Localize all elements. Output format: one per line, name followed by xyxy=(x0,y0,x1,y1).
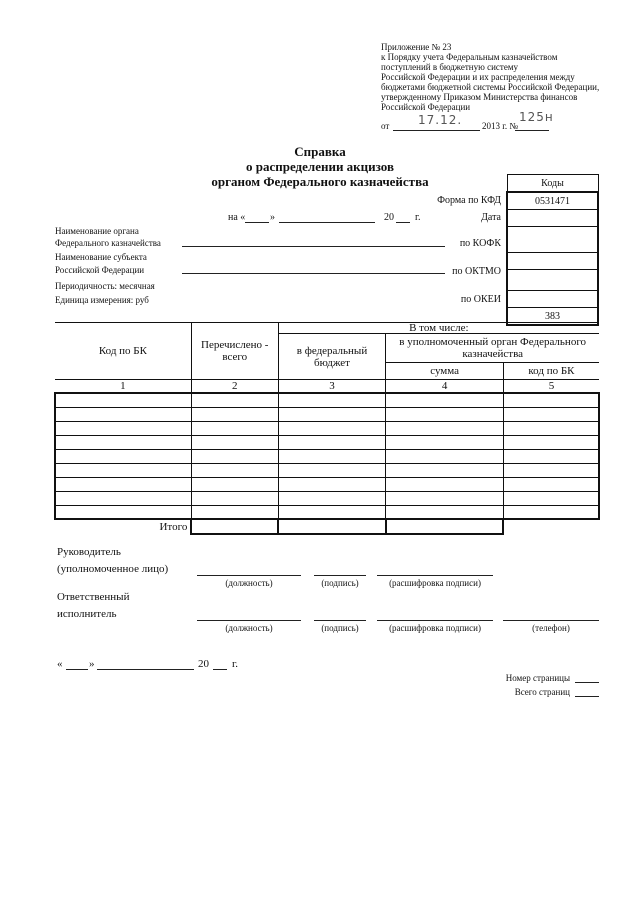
table-cell xyxy=(503,505,599,519)
footer-month-line xyxy=(97,669,194,670)
col-num: 3 xyxy=(278,380,386,394)
executor-position-line xyxy=(197,620,301,621)
table-cell xyxy=(278,421,386,435)
table-row xyxy=(55,449,599,463)
annex-date-handwritten: 17.12. xyxy=(418,113,463,127)
annex-date-line xyxy=(393,130,480,131)
table-cell xyxy=(55,435,191,449)
col-num: 1 xyxy=(55,380,191,394)
title-line-2: о распределении акцизов xyxy=(245,159,394,174)
okei-label: по ОКЕИ xyxy=(460,294,501,305)
table-cell xyxy=(55,505,191,519)
table-cell xyxy=(386,477,504,491)
table-row xyxy=(55,491,599,505)
executor-phone-line xyxy=(503,620,599,621)
date-label: Дата xyxy=(481,212,501,223)
table-cell xyxy=(503,407,599,421)
footer-date-close: » xyxy=(89,658,95,670)
col-num: 2 xyxy=(191,380,278,394)
main-table xyxy=(54,322,600,535)
col-num: 4 xyxy=(386,380,504,394)
table-cell xyxy=(191,435,278,449)
document-title xyxy=(190,144,450,189)
table-row xyxy=(55,505,599,519)
table-cell xyxy=(278,449,386,463)
footer-date-open: « xyxy=(57,658,63,670)
okei-code-cell: 383 xyxy=(507,308,598,326)
table-row xyxy=(55,463,599,477)
subject-name-line xyxy=(182,273,445,274)
org-label-1: Наименование органа xyxy=(55,226,139,236)
codes-header: Коды xyxy=(507,175,598,193)
head-position-line xyxy=(197,575,301,576)
unit-label: Единица измерения: руб xyxy=(55,295,149,305)
org-name-line xyxy=(182,246,445,247)
executor-label-2: исполнитель xyxy=(57,608,117,620)
table-cell xyxy=(191,463,278,477)
oktmo-code-cell xyxy=(507,270,598,291)
table-cell xyxy=(55,491,191,505)
annex-block xyxy=(381,42,621,112)
annex-number-line xyxy=(515,130,549,131)
table-cell xyxy=(503,421,599,435)
total-row xyxy=(55,519,599,534)
form-code-cell: 0531471 xyxy=(507,192,598,210)
annex-from-label: от xyxy=(381,121,390,131)
empty-code-cell xyxy=(507,253,598,270)
head-decoding-caption: (расшифровка подписи) xyxy=(389,578,481,588)
subject-label-1: Наименование субъекта xyxy=(55,252,147,262)
col-header-federal-1: в федеральный xyxy=(296,344,368,357)
table-cell xyxy=(386,449,504,463)
table-cell xyxy=(191,393,278,407)
annex-line: поступлений в бюджетную систему xyxy=(381,62,519,72)
table-cell xyxy=(278,407,386,421)
table-cell xyxy=(386,463,504,477)
head-label-2: (уполномоченное лицо) xyxy=(57,563,169,575)
col-header-transferred-1: Перечислено - xyxy=(201,339,269,351)
oktmo-label: по ОКТМО xyxy=(452,266,501,277)
table-row xyxy=(55,435,599,449)
total-cell xyxy=(386,519,504,534)
kofk-label: по КОФК xyxy=(459,238,501,249)
col-header-incl: В том числе: xyxy=(278,323,599,334)
col-header-sum: сумма xyxy=(386,363,504,380)
table-cell xyxy=(386,421,504,435)
executor-position-caption: (должность) xyxy=(225,623,273,633)
total-pages-label: Всего страниц xyxy=(514,687,570,697)
executor-phone-caption: (телефон) xyxy=(532,623,570,633)
periodicity-label: Периодичность: месячная xyxy=(55,281,155,291)
table-cell xyxy=(278,491,386,505)
head-decoding-line xyxy=(377,575,493,576)
table-cell xyxy=(386,407,504,421)
col-header-code-bk-2: код по БК xyxy=(503,363,599,380)
report-year-suffix: г. xyxy=(415,212,421,223)
annex-line: Российской Федерации и их распределения между xyxy=(381,72,575,82)
table-row xyxy=(55,407,599,421)
footer-year-line xyxy=(213,669,227,670)
table-cell xyxy=(386,393,504,407)
table-cell xyxy=(278,505,386,519)
page-number-label: Номер страницы xyxy=(505,673,570,683)
kofk-code-cell xyxy=(507,227,598,253)
col-header-code-bk: Код по БК xyxy=(55,323,191,380)
col-header-transferred xyxy=(191,323,278,380)
executor-label-1: Ответственный xyxy=(57,591,130,603)
form-label: Форма по КФД xyxy=(437,195,501,206)
table-cell xyxy=(278,393,386,407)
table-cell xyxy=(191,491,278,505)
annex-line: бюджетами бюджетной системы Российской Федерации, xyxy=(381,82,600,92)
title-line-3: органом Федерального казначейства xyxy=(211,174,429,189)
table-cell xyxy=(386,435,504,449)
org-label-2: Федерального казначейства xyxy=(55,238,161,248)
report-date-close: » xyxy=(270,212,275,223)
annex-line: Российской Федерации xyxy=(381,102,471,112)
page-number-line xyxy=(575,682,599,683)
total-label: Итого xyxy=(159,521,188,533)
table-row xyxy=(55,477,599,491)
col-header-federal xyxy=(278,334,386,380)
table-cell xyxy=(503,449,599,463)
report-day-line xyxy=(245,222,269,223)
table-cell xyxy=(503,463,599,477)
col-header-authorized xyxy=(386,334,599,363)
footer-year: 20 xyxy=(198,658,209,670)
annex-year-text: 2013 г. № xyxy=(482,121,519,131)
table-cell xyxy=(191,407,278,421)
table-row xyxy=(55,421,599,435)
head-signature-line xyxy=(314,575,366,576)
report-year-line xyxy=(396,222,410,223)
footer-day-line xyxy=(66,669,88,670)
table-cell xyxy=(386,505,504,519)
col-header-federal-2: бюджет xyxy=(313,356,350,369)
table-cell xyxy=(278,477,386,491)
head-label-1: Руководитель xyxy=(57,546,121,558)
executor-signature-line xyxy=(314,620,366,621)
table-cell xyxy=(55,449,191,463)
head-signature-caption: (подпись) xyxy=(321,578,359,588)
table-cell xyxy=(386,491,504,505)
annex-number-handwritten: 125н xyxy=(519,110,554,124)
total-pages-line xyxy=(575,696,599,697)
codes-table xyxy=(506,174,599,326)
report-date-open: на « xyxy=(228,212,246,223)
table-cell xyxy=(55,393,191,407)
date-code-cell xyxy=(507,210,598,227)
annex-line: утвержденному Приказом Министерства финансов xyxy=(381,92,578,102)
table-cell xyxy=(191,505,278,519)
total-cell xyxy=(278,519,386,534)
table-cell xyxy=(55,421,191,435)
table-cell xyxy=(278,463,386,477)
table-cell xyxy=(55,477,191,491)
title-line-1: Справка xyxy=(294,144,346,159)
table-cell xyxy=(55,463,191,477)
footer-year-suffix: г. xyxy=(232,658,239,670)
total-cell xyxy=(191,519,278,534)
annex-line: Приложение № 23 xyxy=(381,42,452,52)
table-cell xyxy=(503,435,599,449)
executor-signature-caption: (подпись) xyxy=(321,623,359,633)
col-num: 5 xyxy=(503,380,599,394)
table-cell xyxy=(503,393,599,407)
report-month-line xyxy=(279,222,375,223)
report-year: 20 xyxy=(384,212,394,223)
periodicity-code-cell xyxy=(507,291,598,308)
table-cell xyxy=(278,435,386,449)
annex-line: к Порядку учета Федеральным казначейством xyxy=(381,52,558,62)
head-position-caption: (должность) xyxy=(225,578,273,588)
table-cell xyxy=(191,449,278,463)
table-cell xyxy=(191,421,278,435)
table-cell xyxy=(55,407,191,421)
executor-decoding-caption: (расшифровка подписи) xyxy=(389,623,481,633)
executor-decoding-line xyxy=(377,620,493,621)
total-cell xyxy=(503,519,599,534)
table-cell xyxy=(191,477,278,491)
subject-label-2: Российской Федерации xyxy=(55,265,145,275)
table-cell xyxy=(503,477,599,491)
col-header-authorized-2: казначейства xyxy=(462,348,523,360)
table-cell xyxy=(503,491,599,505)
table-row xyxy=(55,393,599,407)
col-header-authorized-1: в уполномоченный орган Федерального xyxy=(399,336,587,348)
col-header-transferred-2: всего xyxy=(222,351,248,363)
